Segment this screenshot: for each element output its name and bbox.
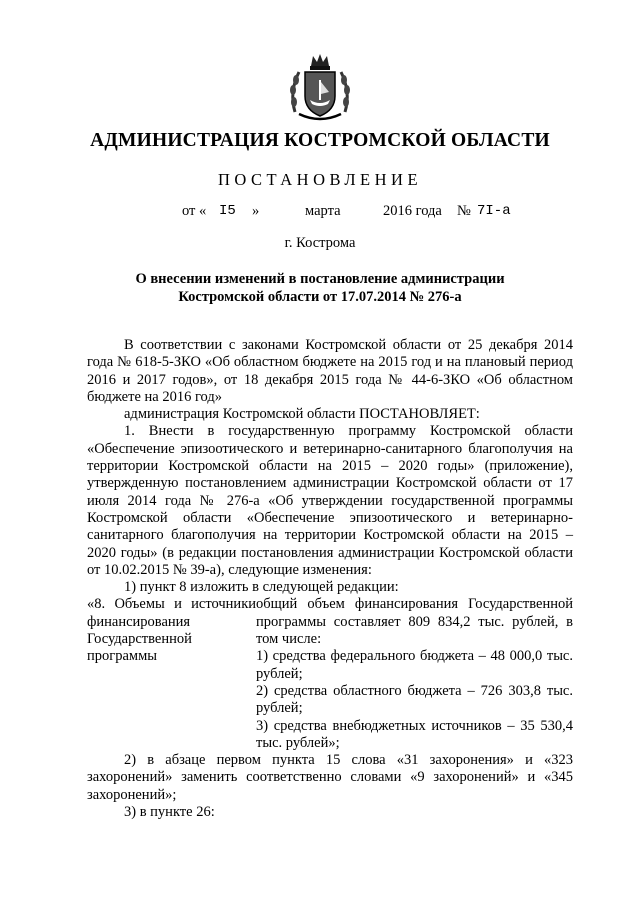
table-item-2: 2) средства областного бюджета – 726 303,8 тыс. рублей; <box>256 682 573 717</box>
document-type: ПОСТАНОВЛЕНИЕ <box>217 170 423 189</box>
subject-line-2: Костромской области от 17.07.2014 № 276-а <box>178 289 462 305</box>
sub-item-2: 2) в абзаце первом пункта 15 слова «31 захоронения» и «323 захоронений» заменить соответственно словами «9 захоронений» и «345 захоронений»; <box>87 752 573 803</box>
sub-item-3: 3) в пункте 26: <box>124 804 215 821</box>
table-intro: общий объем финансирования Государственной программы составляет 809 834,2 тыс. рублей, в том числе: <box>256 596 573 648</box>
date-day: I5 <box>219 203 236 219</box>
table-item-3: 3) средства внебюджетных источников – 35 530,4 тыс. рублей»; <box>256 717 573 751</box>
subject <box>90 270 550 306</box>
table-left-cell: «8. Объемы и источники финансирования Государственной программы <box>87 596 256 665</box>
organization-title: АДМИНИСТРАЦИЯ КОСТРОМСКОЙ ОБЛАСТИ <box>90 130 550 151</box>
city: г. Кострома <box>284 235 356 251</box>
date-prefix: от « <box>182 203 207 219</box>
coat-of-arms-icon <box>285 52 355 124</box>
document-body <box>87 337 573 821</box>
date-year: 2016 года <box>383 203 442 219</box>
date-month: марта <box>305 203 341 219</box>
resolves: администрация Костромской области ПОСТАНОВЛЯЕТ: <box>124 406 480 423</box>
subject-line-1: О внесении изменений в постановление администрации <box>135 271 505 287</box>
item-1: 1. Внести в государственную программу Костромской области «Обеспечение эпизоотического и ветеринарно-санитарного благополучия на территории Костромской области на 2015 – 2020 годы» (приложение), утвержденную постановлением администрации Костромской области от 17 июля 2014 года № 276-а «Об утверждении государственной программы Костромской области «Обеспечение эпизоотического и ветеринарно-санитарного благополучия на территории Костромской области на 2015 – 2020 годы» (в редакции постановления администрации Костромской области от 10.02.2015 № 39-а), следующие изменения: <box>87 423 573 578</box>
financing-table <box>87 596 573 752</box>
date-suffix: » <box>252 203 260 219</box>
number-sign: № <box>457 203 471 219</box>
document-number: 7I-а <box>477 203 511 219</box>
sub-item-1: 1) пункт 8 изложить в следующей редакции: <box>124 579 399 596</box>
preamble: В соответствии с законами Костромской области от 25 декабря 2014 года № 618-5-ЗКО «Об областном бюджете на 2015 год и на плановый период 2016 и 2017 годов», от 18 декабря 2015 года № 44-6-ЗКО «Об областном бюджете на 2016 год» <box>87 337 573 405</box>
table-item-1: 1) средства федерального бюджета – 48 000,0 тыс. рублей; <box>256 648 573 682</box>
table-right-cell <box>256 596 573 752</box>
